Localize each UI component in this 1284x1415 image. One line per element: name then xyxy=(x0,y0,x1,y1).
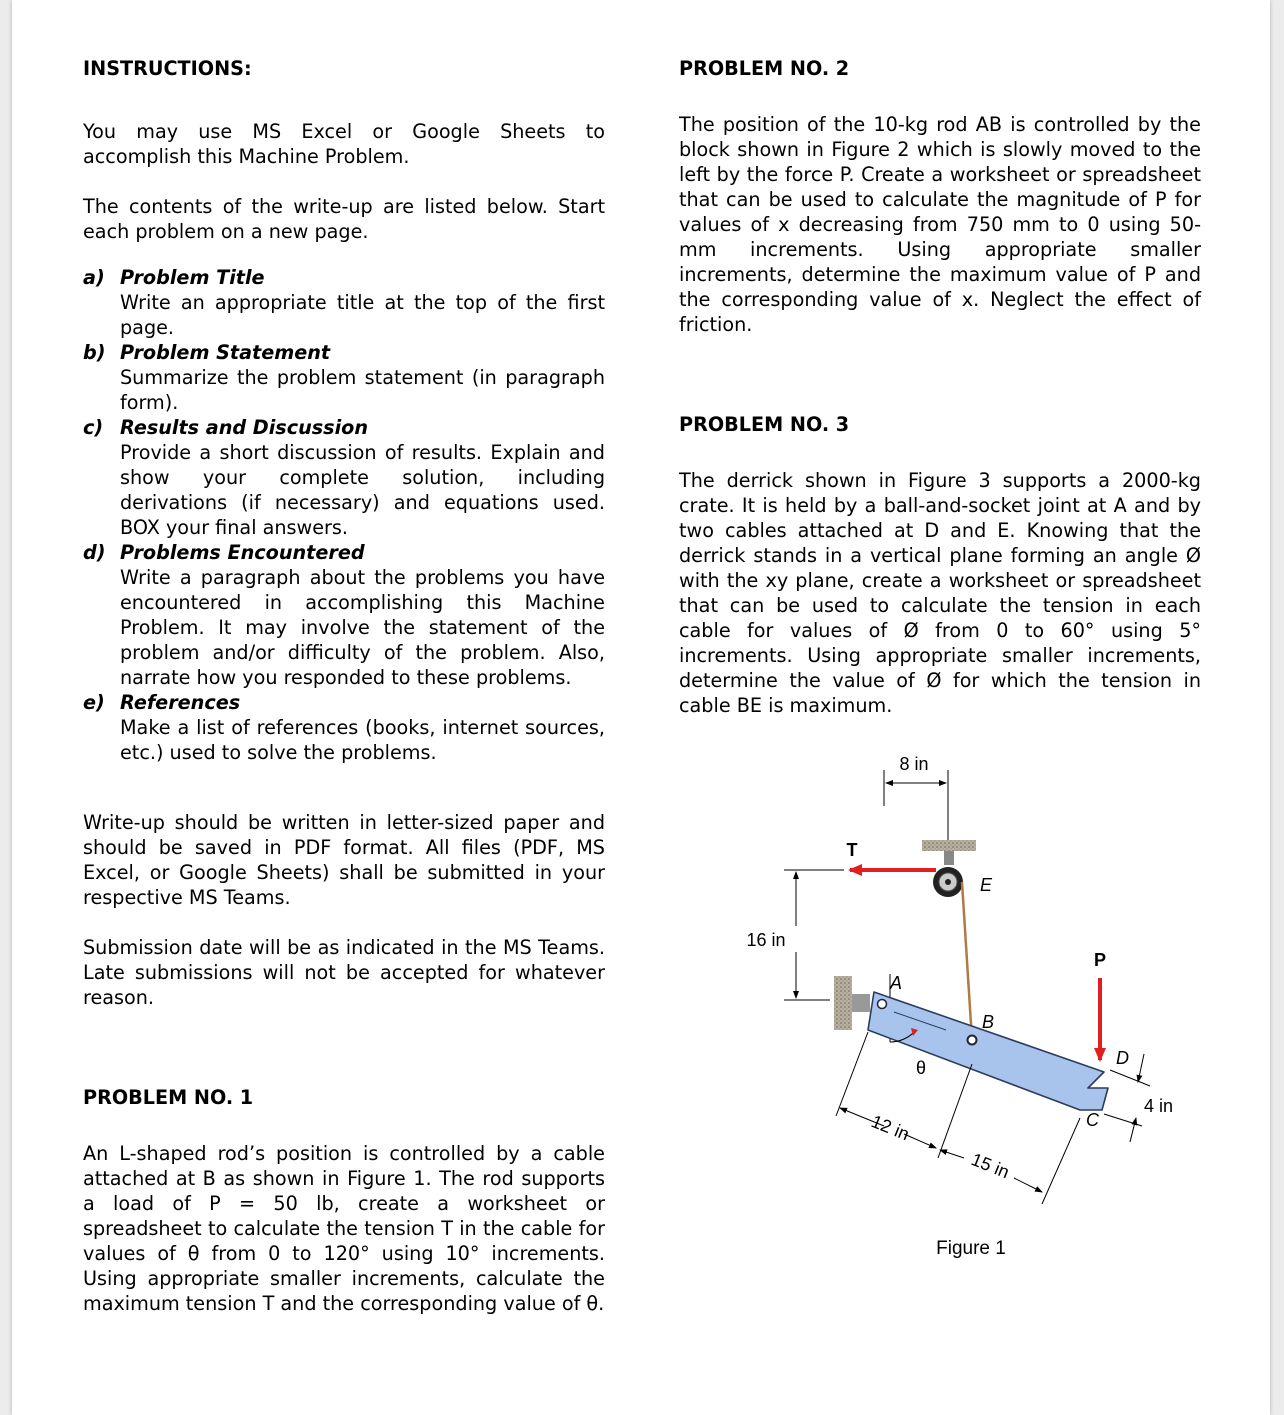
contents-intro: The contents of the write-up are listed below. Start each problem on a new page. xyxy=(83,195,605,243)
list-item-title: a) Problem Title xyxy=(83,266,265,289)
pin-bracket xyxy=(852,994,870,1012)
dim-label-bg xyxy=(786,926,806,952)
list-item-body: Summarize the problem statement (in paragraph form). xyxy=(120,366,605,414)
l-shaped-rod xyxy=(868,992,1108,1110)
submission-paragraph: Submission date will be as indicated in the MS Teams. Late submissions will not be accepted for whatever reason. xyxy=(83,936,605,1009)
label-C: C xyxy=(1086,1110,1099,1130)
dim-line-12in xyxy=(904,1134,936,1148)
list-item-title: d) Problems Encountered xyxy=(83,541,365,564)
pin-A xyxy=(878,1000,887,1009)
problem1-heading: PROBLEM NO. 1 xyxy=(83,1086,254,1109)
list-item-body: Write an appropriate title at the top of the first page. xyxy=(120,291,605,339)
dim-line-4in xyxy=(1138,1054,1144,1082)
dim-extension-line xyxy=(1110,1070,1150,1086)
label-A: A xyxy=(890,973,903,993)
dim-extension-line xyxy=(836,1032,868,1116)
writeup-paragraph: Write-up should be written in letter-sized paper and should be saved in PDF format. All files (PDF, MS Excel, or Google Sheets) shall be submitted in your respective MS Teams. xyxy=(83,811,605,909)
dim-line-15in xyxy=(940,1150,964,1158)
label-E: E xyxy=(980,875,993,895)
figure-1 xyxy=(724,746,1174,1266)
problem1-body: An L-shaped rod’s position is controlled by a cable attached at B as shown in Figure 1. The rod supports a load of P = 50 lb, create a worksheet or spreadsheet to calculate the tension T in the cable for values of θ from 0 to 120° using 10° increments. Using appropriate smaller increments, calculate the maximum tension T and the corresponding value of θ. xyxy=(83,1142,605,1315)
list-item-title: b) Problem Statement xyxy=(83,341,331,364)
list-item-title: c) Results and Discussion xyxy=(83,416,369,439)
dim-label-16in: 16 in xyxy=(746,930,786,950)
instructions-heading: INSTRUCTIONS: xyxy=(83,57,252,80)
dim-label-12in: 12 in xyxy=(868,1111,913,1145)
list-item-body: Make a list of references (books, internet sources, etc.) used to solve the problems. xyxy=(120,716,605,764)
dim-extension-line xyxy=(938,1064,972,1158)
document-page xyxy=(12,0,1270,1415)
problem3-body: The derrick shown in Figure 3 supports a 2000-kg crate. It is held by a ball-and-socket joint at A and by two cables attached at D and E. Knowing that the derrick stands in a vertical plane forming an angle Ø with the xy plane, create a worksheet or spreadsheet that can be used to calculate the tension in each cable for values of Ø from 0 to 60° using 5° increments. Using appropriate smaller increments, determine the value of Ø for which the tension in cable BE is maximum. xyxy=(679,469,1201,717)
cable-to-B xyxy=(962,882,972,1040)
label-B: B xyxy=(982,1012,995,1032)
figure-1-caption: Figure 1 xyxy=(936,1238,1006,1259)
pulley-axle xyxy=(945,879,951,885)
list-item-body: Provide a short discussion of results. Explain and show your complete solution, including derivations (if necessary) and equations used. BOX your final answers. xyxy=(120,441,605,539)
dim-label-4in: 4 in xyxy=(1144,1096,1174,1116)
left-column xyxy=(83,56,605,1316)
label-T: T xyxy=(846,840,858,860)
dim-label-8in: 8 in xyxy=(899,754,929,774)
problem2-body: The position of the 10-kg rod AB is controlled by the block shown in Figure 2 which is slowly moved to the left by the force P. Create a worksheet or spreadsheet that can be used to calculate the magnitude of P for values of x decreasing from 750 mm to 0 using 50-mm increments. Using appropriate smaller increments, determine the maximum value of P and the corresponding value of x. Neglect the effect of friction. xyxy=(679,113,1201,336)
dim-line-4in xyxy=(1130,1118,1136,1142)
right-column xyxy=(679,56,1201,718)
pin-B xyxy=(968,1036,977,1045)
label-theta: θ xyxy=(916,1058,927,1078)
label-D: D xyxy=(1116,1048,1129,1068)
writeup-contents-list xyxy=(83,265,605,765)
label-P: P xyxy=(1093,950,1107,970)
list-item-title: e) References xyxy=(83,691,241,714)
dim-extension-line xyxy=(1104,1114,1142,1126)
dim-line-15in xyxy=(1014,1178,1042,1192)
instructions-intro: You may use MS Excel or Google Sheets to accomplish this Machine Problem. xyxy=(83,120,605,168)
dim-label-15in: 15 in xyxy=(968,1149,1013,1183)
ceiling-support xyxy=(922,840,976,851)
problem2-heading: PROBLEM NO. 2 xyxy=(679,57,850,80)
dim-extension-line xyxy=(1042,1118,1080,1204)
figure-1-diagram xyxy=(724,746,1174,1266)
list-item-body: Write a paragraph about the problems you have encountered in accomplishing this Machine Problem. It may involve the statement of the problem and/or difficulty of the problem. Also, narrate how you responded to these problems. xyxy=(120,566,605,689)
wall-support xyxy=(834,976,852,1030)
pulley-bracket xyxy=(944,851,954,865)
problem3-heading: PROBLEM NO. 3 xyxy=(679,413,850,436)
